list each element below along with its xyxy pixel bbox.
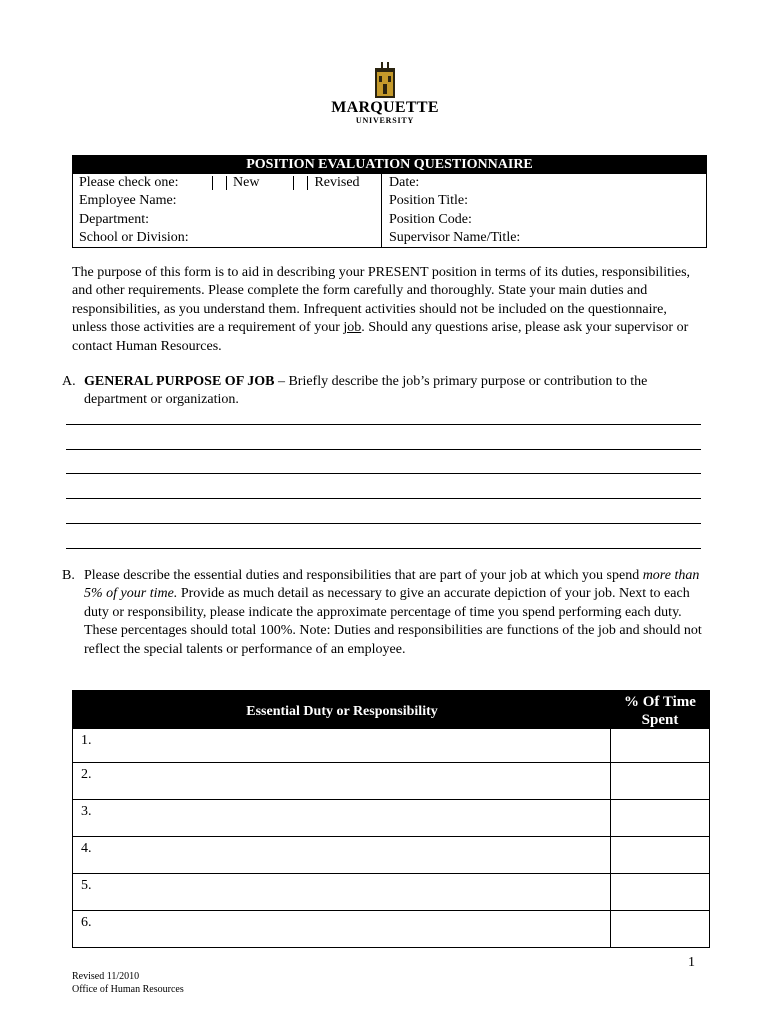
answer-line[interactable] (66, 424, 701, 425)
check-one-label: Please check one: (79, 175, 179, 191)
form-title: POSITION EVALUATION QUESTIONNAIRE (73, 156, 706, 174)
percent-cell[interactable] (611, 874, 709, 910)
table-row (73, 728, 709, 762)
duty-cell[interactable]: 3. (73, 800, 611, 836)
job-link: job (343, 320, 362, 336)
header-table (72, 155, 707, 248)
employee-name-field[interactable]: Employee Name: (73, 192, 382, 210)
new-option-label: New (233, 175, 260, 191)
duty-column-header: Essential Duty or Responsibility (246, 704, 438, 719)
page-number: 1 (688, 955, 695, 970)
answer-line[interactable] (66, 449, 701, 450)
revised-checkbox[interactable] (293, 176, 308, 190)
answer-line[interactable] (66, 498, 701, 499)
section-a (62, 373, 702, 410)
section-b: B. Please describe the essential duties and responsibilities that are part of your job at which you spend more than 5% of your time. Provide as much detail as necessary to give an accurate depiction of your job. Next to each duty or responsibility, please indicate the approximate percentage of time you spend performing each duty. These percentages should total 100%. Note: Duties and responsibilities are functions of the job and should not reflect the special talents or performance of an employee. (62, 567, 702, 659)
table-row (73, 910, 709, 947)
new-checkbox[interactable] (212, 176, 227, 190)
university-logo (330, 62, 440, 134)
table-row (73, 762, 709, 799)
office-name: Office of Human Resources (72, 984, 184, 995)
section-b-letter: B. (62, 568, 75, 583)
percent-cell[interactable] (611, 729, 709, 762)
time-threshold: more than 5% of your time. (84, 568, 700, 602)
header-row (73, 174, 706, 192)
duty-table-header (73, 691, 709, 728)
answer-line[interactable] (66, 473, 701, 474)
percent-cell[interactable] (611, 800, 709, 836)
position-code-field[interactable]: Position Code: (389, 211, 472, 227)
tower-emblem-icon (372, 62, 398, 98)
percent-cell[interactable] (611, 763, 709, 799)
table-row (73, 799, 709, 836)
table-row (73, 873, 709, 910)
percent-cell[interactable] (611, 911, 709, 947)
date-field[interactable]: Date: (389, 175, 420, 190)
table-row (73, 836, 709, 873)
answer-line[interactable] (66, 523, 701, 524)
supervisor-field[interactable]: Supervisor Name/Title: (389, 229, 521, 245)
logo-subtitle: UNIVERSITY (355, 116, 415, 125)
header-row (73, 192, 706, 210)
position-title-field[interactable]: Position Title: (389, 193, 468, 209)
revised-option-label: Revised (314, 175, 360, 191)
section-a-heading: GENERAL PURPOSE OF JOB (84, 374, 275, 389)
answer-line[interactable] (66, 548, 701, 549)
header-row (73, 229, 706, 247)
section-a-letter: A. (62, 374, 76, 389)
duty-cell[interactable]: 4. (73, 837, 611, 873)
duty-cell[interactable]: 5. (73, 874, 611, 910)
section-a-text: – Briefly describe the job’s primary purpose or contribution to the department or organization. (84, 374, 648, 408)
duty-cell[interactable]: 1. (73, 729, 611, 762)
footer (72, 970, 184, 996)
purpose-paragraph: The purpose of this form is to aid in describing your PRESENT position in terms of its duties, responsibilities, and other requirements. Please complete the form carefully and thoroughly. State your main duties and responsibilities, as you understand them. Infrequent activities should not be included on the questionnaire, unless those activities are a requirement of your job. Should any questions arise, please ask your supervisor or contact Human Resources. (72, 265, 691, 354)
percent-cell[interactable] (611, 837, 709, 873)
logo-name: MARQUETTE (331, 99, 439, 116)
duty-table (72, 690, 710, 948)
duty-cell[interactable]: 2. (73, 763, 611, 799)
duty-cell[interactable]: 6. (73, 911, 611, 947)
time-column-header: % Of Time Spent (624, 694, 696, 728)
revised-date: Revised 11/2010 (72, 971, 140, 982)
school-division-field[interactable]: School or Division: (73, 229, 382, 247)
header-row (73, 211, 706, 229)
department-field[interactable]: Department: (73, 211, 382, 229)
